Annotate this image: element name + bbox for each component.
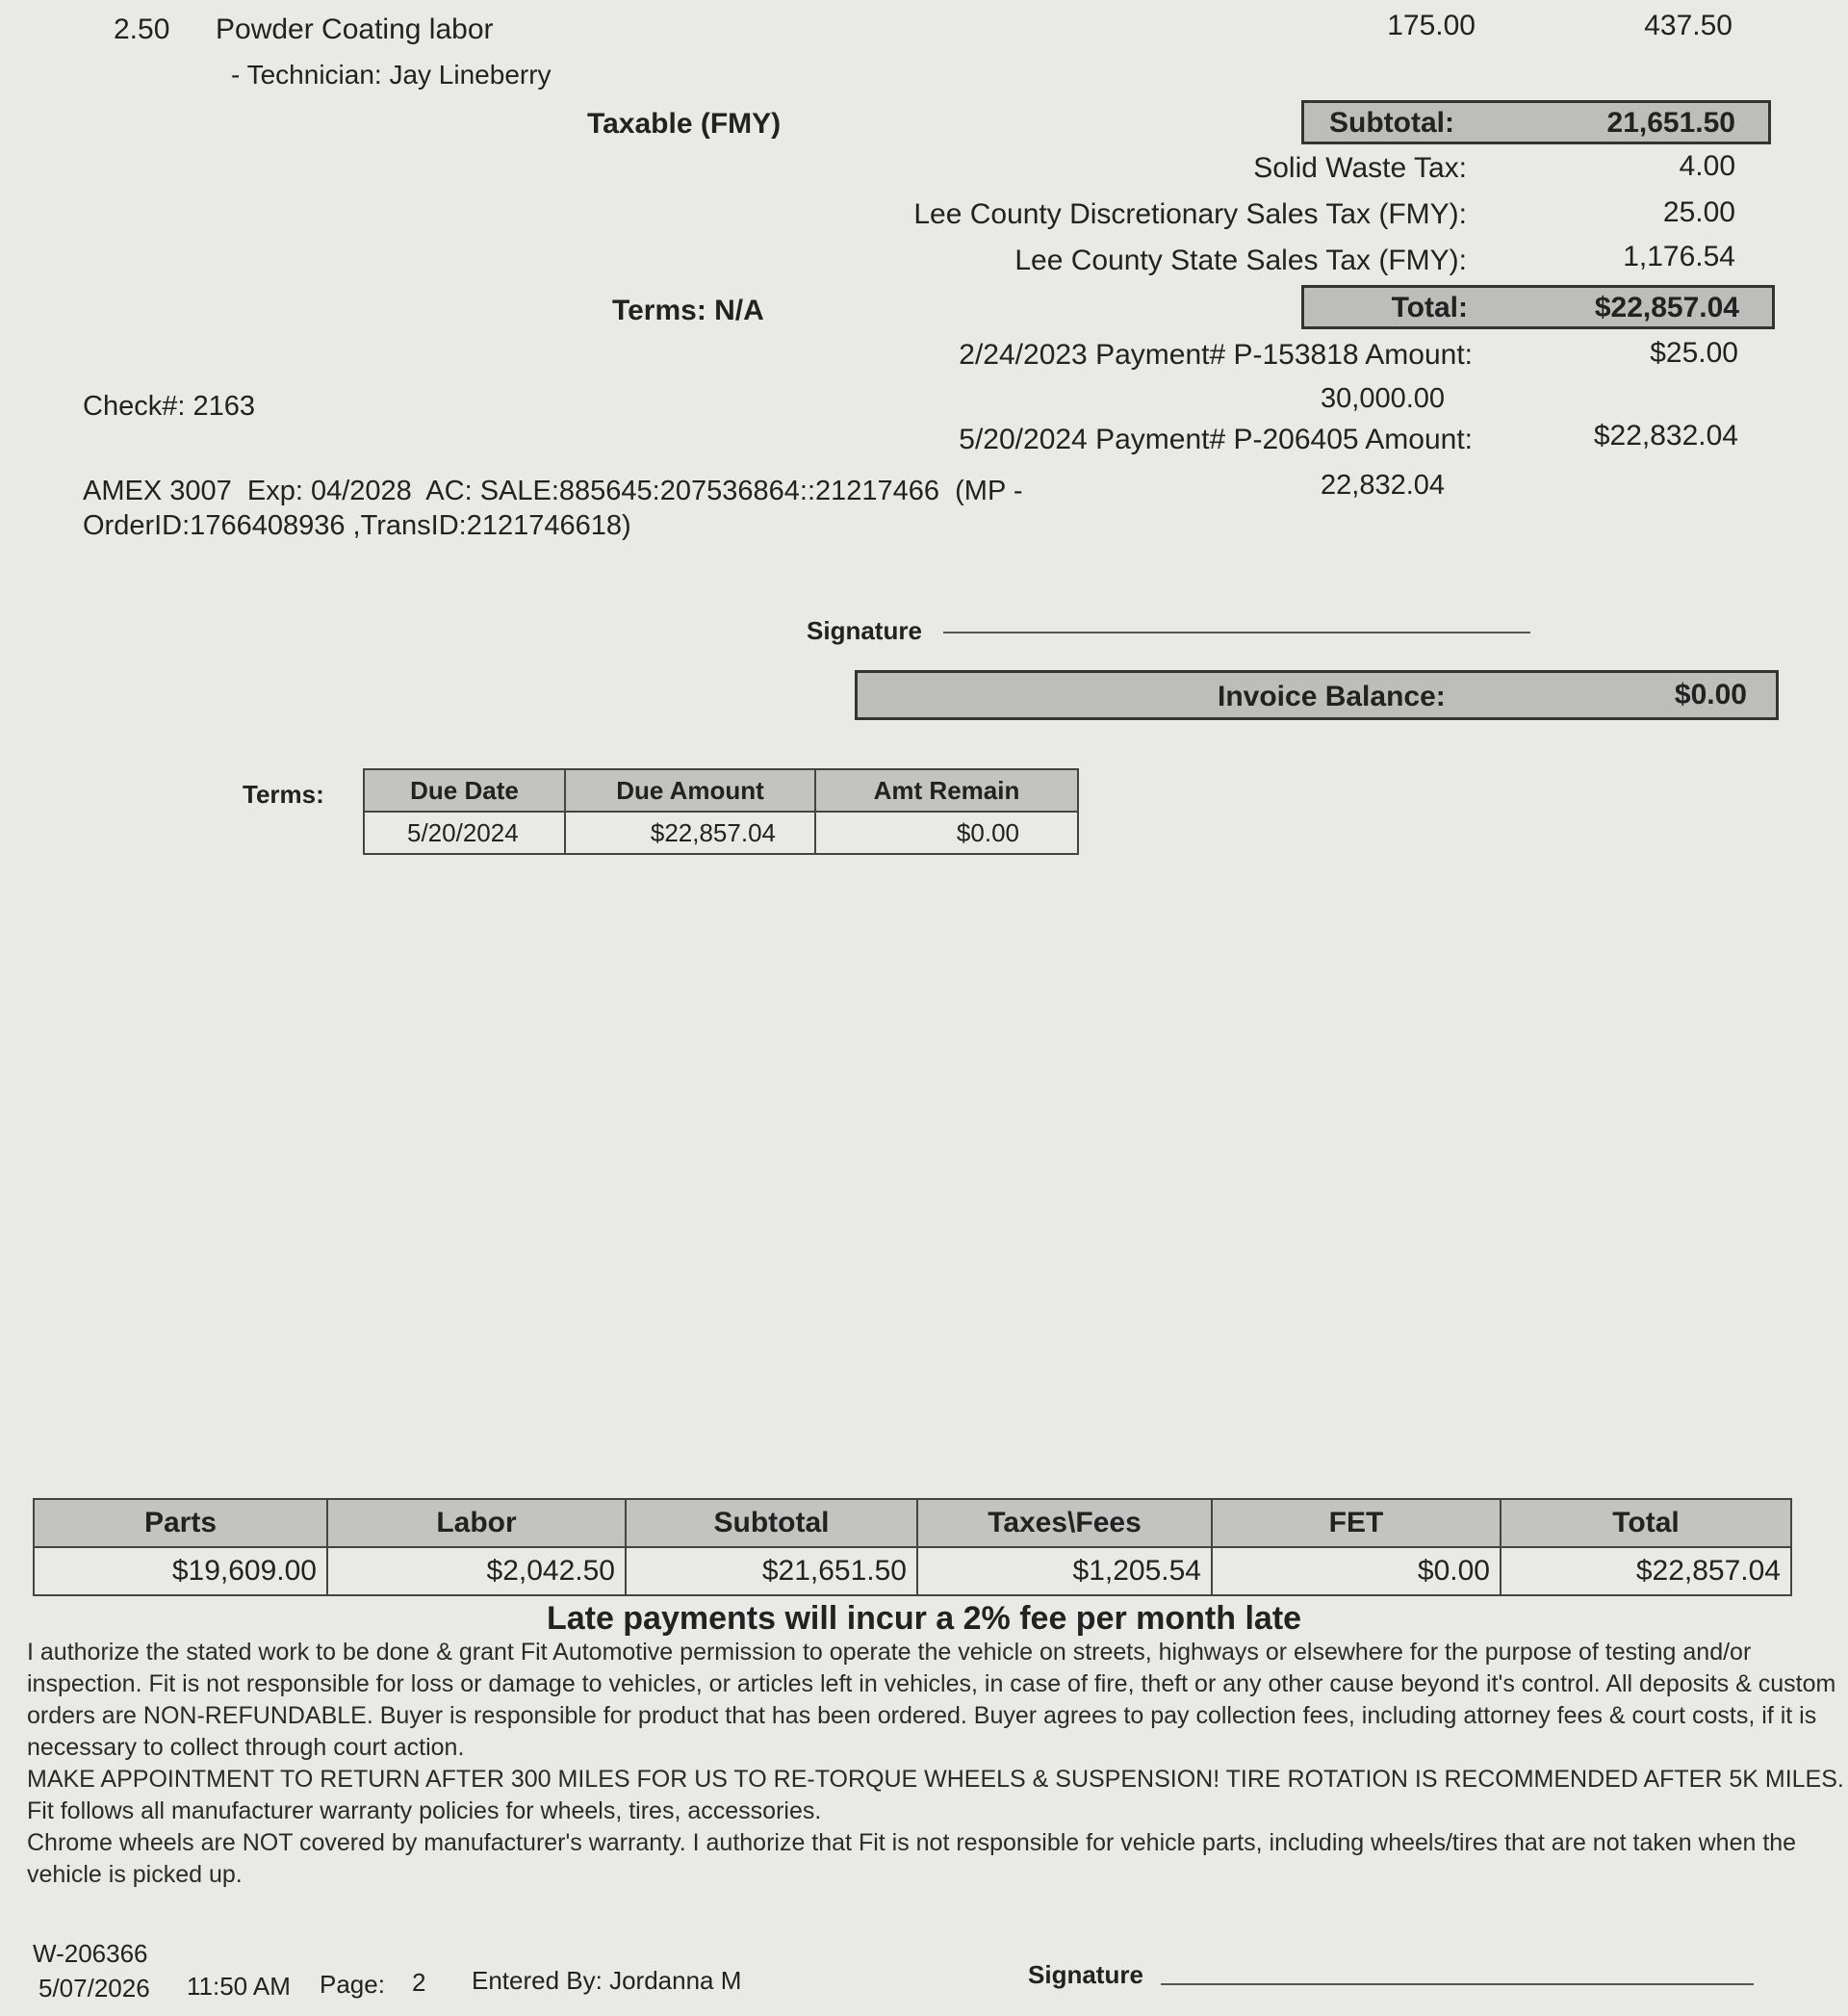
- payment-1-method: Check#: 2163: [83, 391, 255, 422]
- terms-na: Terms: N/A: [612, 295, 764, 326]
- footer-signature-line[interactable]: [1161, 1983, 1754, 1985]
- payment-2-method-line1: AMEX 3007 Exp: 04/2028 AC: SALE:885645:207536864::21217466 (MP -: [83, 476, 1023, 506]
- invoice-balance-label: Invoice Balance:: [1218, 681, 1446, 712]
- terms-table-label: Terms:: [243, 780, 324, 809]
- terms-header-due-amount: Due Amount: [565, 769, 815, 812]
- line-item-qty: 2.50: [114, 13, 170, 45]
- solid-waste-label: Solid Waste Tax:: [1253, 152, 1467, 184]
- summary-header-taxes-fees: Taxes\Fees: [917, 1499, 1212, 1547]
- footer-page-label: Page:: [320, 1970, 385, 1999]
- terms-amt-remain: $0.00: [815, 812, 1078, 854]
- summary-header-subtotal: Subtotal: [626, 1499, 917, 1547]
- subtotal-label: Subtotal:: [1329, 107, 1454, 139]
- line-item-rate: 175.00: [1387, 10, 1476, 41]
- signature-label: Signature: [807, 616, 922, 645]
- state-tax-label: Lee County State Sales Tax (FMY):: [1014, 245, 1467, 276]
- summary-header-fet: FET: [1212, 1499, 1501, 1547]
- payment-1-label: 2/24/2023 Payment# P-153818 Amount:: [959, 339, 1473, 371]
- payment-2-tendered: 22,832.04: [1321, 470, 1446, 501]
- taxable-label: Taxable (FMY): [587, 108, 782, 140]
- disc-tax-value: 25.00: [1662, 196, 1735, 228]
- invoice-balance-box: [855, 670, 1779, 720]
- terms-header-amt-remain: Amt Remain: [815, 769, 1078, 812]
- terms-due-date: 5/20/2024: [364, 812, 565, 854]
- subtotal-value: 21,651.50: [1606, 107, 1735, 139]
- terms-table: [363, 768, 1079, 855]
- total-label: Total:: [1391, 292, 1468, 323]
- summary-header-row: [34, 1499, 1791, 1547]
- summary-table: [33, 1498, 1792, 1596]
- total-box: [1301, 285, 1775, 329]
- summary-parts: $19,609.00: [34, 1547, 327, 1595]
- footer-page-number: 2: [412, 1968, 426, 1997]
- invoice-balance-value: $0.00: [1674, 679, 1747, 711]
- subtotal-box: [1301, 100, 1771, 144]
- disc-tax-label: Lee County Discretionary Sales Tax (FMY):: [913, 198, 1467, 230]
- summary-values-row: [34, 1547, 1791, 1595]
- summary-total: $22,857.04: [1501, 1547, 1791, 1595]
- summary-fet: $0.00: [1212, 1547, 1501, 1595]
- terms-table-row: [364, 812, 1078, 854]
- payment-1-tendered: 30,000.00: [1321, 383, 1446, 414]
- footer-invoice-number: W-206366: [33, 1939, 148, 1968]
- terms-header-due-date: Due Date: [364, 769, 565, 812]
- summary-header-parts: Parts: [34, 1499, 327, 1547]
- late-payment-notice: Late payments will incur a 2% fee per month late: [546, 1600, 1302, 1637]
- footer-entered-by: Entered By: Jordanna M: [472, 1966, 742, 1995]
- signature-line[interactable]: [943, 632, 1530, 633]
- footer-time: 11:50 AM: [187, 1972, 291, 2001]
- legal-terms: [27, 1637, 1846, 1891]
- payment-2-label: 5/20/2024 Payment# P-206405 Amount:: [959, 424, 1473, 455]
- payment-2-method-line2: OrderID:1766408936 ,TransID:2121746618): [83, 510, 631, 541]
- terms-due-amount: $22,857.04: [565, 812, 815, 854]
- line-item-amount: 437.50: [1644, 10, 1732, 41]
- state-tax-value: 1,176.54: [1623, 241, 1735, 272]
- summary-header-labor: Labor: [327, 1499, 626, 1547]
- line-item-description: Powder Coating labor: [216, 13, 494, 45]
- terms-table-header-row: [364, 769, 1078, 812]
- legal-paragraph-retorque: MAKE APPOINTMENT TO RETURN AFTER 300 MILES FOR US TO RE-TORQUE WHEELS & SUSPENSION! TIRE ROTATION IS RECOMMENDED AFTER 5K MILES. Fit follows all manufacturer warranty policies for wheels, tires, accessories.: [27, 1766, 1844, 1824]
- solid-waste-value: 4.00: [1679, 150, 1735, 182]
- legal-paragraph-authorization: I authorize the stated work to be done & grant Fit Automotive permission to operate the vehicle on streets, highways or elsewhere for the purpose of testing and/or inspection. Fit is not responsible for loss or damage to vehicles, or articles left in vehicles, in case of fire, theft or any other cause beyond it's control. All deposits & custom orders are NON-REFUNDABLE. Buyer is responsible for product that has been ordered. Buyer agrees to pay collection fees, including attorney fees & court costs, if it is necessary to collect through court action.: [27, 1639, 1836, 1761]
- payment-1-amount: $25.00: [1650, 337, 1738, 369]
- summary-labor: $2,042.50: [327, 1547, 626, 1595]
- payment-2-amount: $22,832.04: [1593, 420, 1738, 452]
- footer-signature-label: Signature: [1028, 1960, 1143, 1989]
- summary-header-total: Total: [1501, 1499, 1791, 1547]
- legal-paragraph-chrome-wheels: Chrome wheels are NOT covered by manufacturer's warranty. I authorize that Fit is not responsible for vehicle parts, including wheels/tires that are not taken when the vehicle is picked up.: [27, 1829, 1797, 1888]
- line-item-technician: - Technician: Jay Lineberry: [231, 60, 552, 90]
- summary-subtotal: $21,651.50: [626, 1547, 917, 1595]
- summary-taxes-fees: $1,205.54: [917, 1547, 1212, 1595]
- total-value: $22,857.04: [1594, 292, 1739, 323]
- footer-date: 5/07/2026: [38, 1974, 150, 2003]
